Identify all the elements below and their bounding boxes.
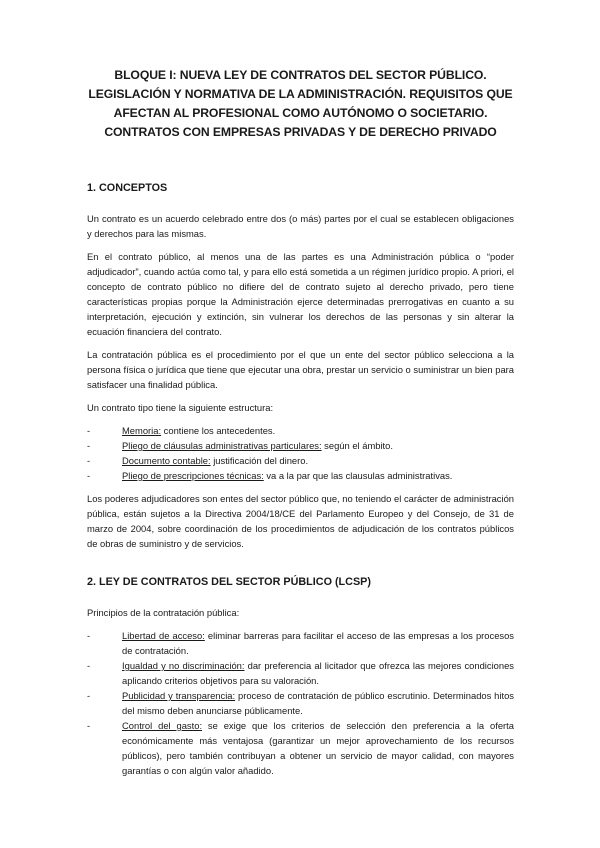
dash-bullet: - bbox=[87, 425, 91, 436]
list-item bbox=[87, 468, 514, 483]
list-text: según el ámbito. bbox=[321, 440, 393, 451]
section-lcsp bbox=[87, 575, 514, 778]
list-term: Pliego de prescripciones técnicas: bbox=[122, 470, 264, 481]
dash-bullet: - bbox=[87, 440, 91, 451]
list-text: contiene los antecedentes. bbox=[161, 425, 276, 436]
list-item bbox=[87, 453, 514, 468]
title-line: LEGISLACIÓN Y NORMATIVA DE LA ADMINISTRACIÓN. REQUISITOS QUE bbox=[88, 87, 513, 101]
section-conceptos bbox=[87, 181, 514, 551]
list-text: dar preferencia al licitador que ofrezca las mejores condiciones aplicando criterios objetivos para su valoración. bbox=[122, 660, 514, 686]
list-text: proceso de contratación de público escrutinio. Determinados hitos del mismo deben anunciarse públicamente. bbox=[122, 690, 514, 716]
list-item bbox=[87, 438, 514, 453]
list-term: Igualdad y no discriminación: bbox=[122, 660, 245, 671]
paragraph: Un contrato tipo tiene la siguiente estructura: bbox=[87, 402, 274, 413]
list-term: Memoria: bbox=[122, 425, 162, 436]
list-term: Pliego de cláusulas administrativas particulares: bbox=[122, 440, 322, 451]
dash-bullet: - bbox=[87, 455, 91, 466]
list-term: Documento contable: bbox=[122, 455, 211, 466]
list-item bbox=[87, 658, 514, 688]
section-heading: 2. LEY DE CONTRATOS DEL SECTOR PÚBLICO (LCSP) bbox=[87, 576, 371, 588]
paragraph: La contratación pública es el procedimiento por el que un ente del sector público selecciona a la persona física o jurídica que tiene que ejecutar una obra, prestar un servicio o suministrar un bien para satisfacer una finalidad pública. bbox=[87, 349, 514, 390]
list-term: Libertad de acceso: bbox=[122, 630, 205, 641]
list-term: Control del gasto: bbox=[122, 720, 203, 731]
title-line: BLOQUE I: NUEVA LEY DE CONTRATOS DEL SECTOR PÚBLICO. bbox=[114, 68, 487, 82]
dash-bullet: - bbox=[87, 470, 91, 481]
list-text: justificación del dinero. bbox=[210, 455, 309, 466]
dash-bullet: - bbox=[87, 660, 91, 671]
list-term: Publicidad y transparencia: bbox=[122, 690, 236, 701]
paragraph: Un contrato es un acuerdo celebrado entre dos (o más) partes por el cual se establecen obligaciones y derechos para las mismas. bbox=[87, 213, 514, 239]
section-heading: 1. CONCEPTOS bbox=[87, 182, 168, 194]
dash-bullet: - bbox=[87, 720, 91, 731]
paragraph: Principios de la contratación pública: bbox=[87, 607, 240, 618]
list-item bbox=[87, 718, 514, 778]
dash-bullet: - bbox=[87, 690, 91, 701]
paragraph: En el contrato público, al menos una de las partes es una Administración pública o “poder adjudicador”, cuando actúa como tal, y para ello está sometida a un régimen jurídico propio. A priori, el concepto de contrato público no difiere del de contrato sujeto al derecho privado, pero tiene características propias porque la Administración ejerce determinadas prerrogativas en cuanto a su interpretación, ejecución y extinción, sin vulnerar los derechos de las personas y sin alterar la ecuación financiera del contrato. bbox=[87, 251, 514, 337]
title-line: CONTRATOS CON EMPRESAS PRIVADAS Y DE DERECHO PRIVADO bbox=[104, 125, 497, 139]
list-text: eliminar barreras para facilitar el acceso de las empresas a los procesos de contratación. bbox=[122, 630, 514, 656]
list-item bbox=[87, 628, 514, 658]
dash-bullet: - bbox=[87, 630, 91, 641]
principles-list bbox=[87, 628, 514, 778]
list-item bbox=[87, 423, 514, 438]
title-line: AFECTAN AL PROFESIONAL COMO AUTÓNOMO O SOCIETARIO. bbox=[113, 106, 488, 120]
paragraph: Los poderes adjudicadores son entes del sector público que, no teniendo el carácter de administración pública, están sujetos a la Directiva 2004/18/CE del Parlamento Europeo y del Consejo, de 31 de marzo de 2004, sobre coordinación de los procedimientos de adjudicación de los contratos públicos de obras de suministro y de servicios. bbox=[87, 493, 514, 549]
document-title bbox=[87, 66, 514, 142]
list-item bbox=[87, 688, 514, 718]
list-text: va a la par que las clausulas administrativas. bbox=[263, 470, 453, 481]
structure-list bbox=[87, 423, 514, 483]
list-text: se exige que los criterios de selección den preferencia a la oferta económicamente más ventajosa (garantizar un mejor aprovechamiento de los recursos públicos), pero también contribuyan a obtener un servicio de mayor calidad, con mayores garantías o con algún valor añadido. bbox=[122, 720, 514, 776]
